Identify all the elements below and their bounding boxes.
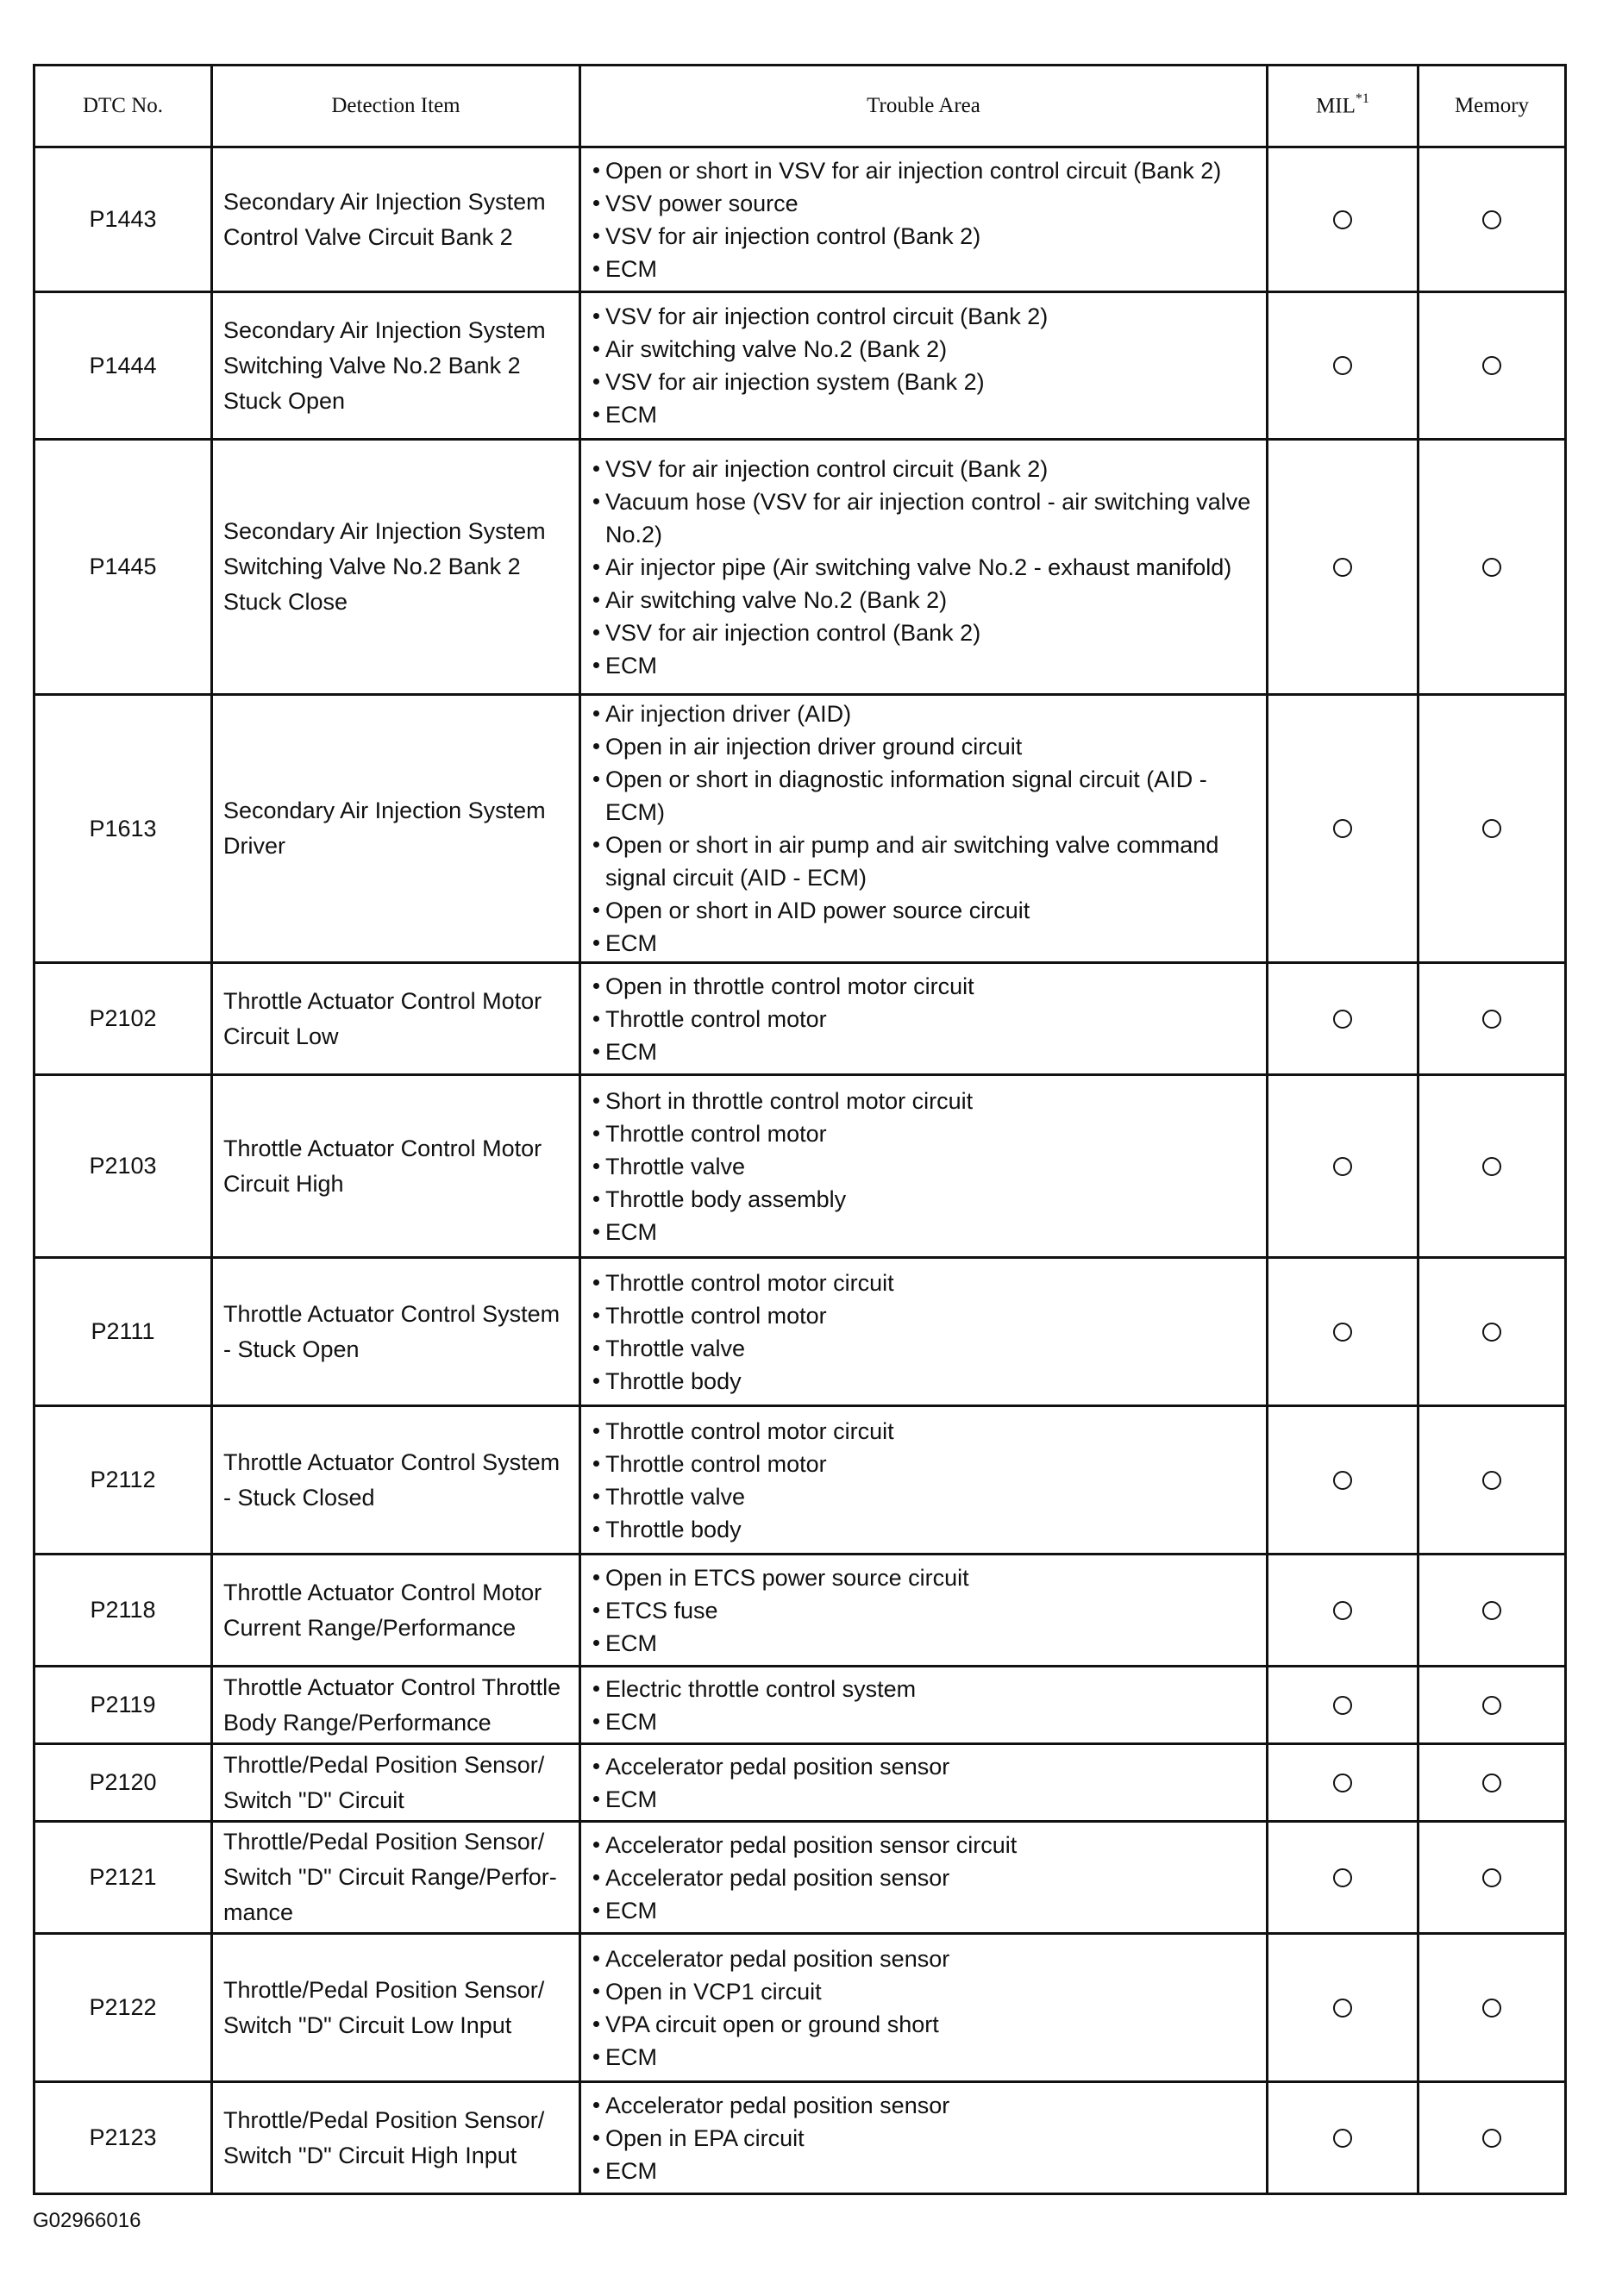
trouble-area-cell: [580, 1258, 1268, 1406]
trouble-area-list: [592, 1943, 1257, 2074]
mil-circle-icon: [1333, 819, 1352, 838]
dtc-code-cell: P2112: [34, 1406, 212, 1555]
trouble-area-cell: [580, 440, 1268, 695]
trouble-area-item: Throttle body assembly: [592, 1183, 1257, 1216]
memory-circle-icon: [1482, 1696, 1501, 1715]
table-row: [34, 963, 1566, 1075]
trouble-area-list: [592, 1561, 1257, 1660]
trouble-area-item: ECM: [592, 398, 1257, 431]
trouble-area-item: Accelerator pedal position sensor circuit: [592, 1829, 1257, 1861]
dtc-code-cell: P2103: [34, 1075, 212, 1258]
dtc-code-cell: P2122: [34, 1934, 212, 2082]
trouble-area-list: [592, 1085, 1257, 1248]
trouble-area-cell: [580, 1934, 1268, 2082]
trouble-area-cell: [580, 1744, 1268, 1822]
memory-cell: [1419, 1075, 1566, 1258]
header-dtc-no: DTC No.: [34, 66, 212, 147]
trouble-area-item: VSV for air injection system (Bank 2): [592, 366, 1257, 398]
trouble-area-item: Throttle valve: [592, 1332, 1257, 1365]
table-body: [34, 147, 1566, 2194]
trouble-area-item: Throttle control motor: [592, 1003, 1257, 1035]
memory-cell: [1419, 147, 1566, 292]
table-row: [34, 292, 1566, 440]
trouble-area-item: Open or short in VSV for air injection control circuit (Bank 2): [592, 154, 1257, 187]
trouble-area-item: Air switching valve No.2 (Bank 2): [592, 584, 1257, 616]
dtc-code-cell: P2102: [34, 963, 212, 1075]
mil-circle-icon: [1333, 1010, 1352, 1029]
detection-item-cell: Throttle Actuator Control Motor Current Range/Performance: [212, 1555, 580, 1667]
detection-item-cell: Throttle/Pedal Position Sensor/ Switch "D" Circuit: [212, 1744, 580, 1822]
mil-footnote-mark: *1: [1355, 91, 1369, 107]
memory-cell: [1419, 1822, 1566, 1934]
trouble-area-item: VSV power source: [592, 187, 1257, 220]
dtc-code-cell: P1445: [34, 440, 212, 695]
trouble-area-list: [592, 1750, 1257, 1816]
table-row: [34, 1822, 1566, 1934]
mil-cell: [1268, 292, 1419, 440]
mil-cell: [1268, 963, 1419, 1075]
header-mil: MIL$^{*1}$: [1268, 66, 1419, 147]
memory-cell: [1419, 1667, 1566, 1744]
trouble-area-item: VSV for air injection control circuit (Bank 2): [592, 300, 1257, 333]
header-row: [34, 66, 1566, 147]
trouble-area-item: Accelerator pedal position sensor: [592, 1943, 1257, 1975]
dtc-code-cell: P2121: [34, 1822, 212, 1934]
mil-cell: [1268, 2082, 1419, 2194]
memory-circle-icon: [1482, 1323, 1501, 1342]
trouble-area-item: Throttle control motor circuit: [592, 1267, 1257, 1299]
trouble-area-item: Accelerator pedal position sensor: [592, 2089, 1257, 2122]
trouble-area-item: Electric throttle control system: [592, 1673, 1257, 1705]
memory-circle-icon: [1482, 1999, 1501, 2018]
memory-cell: [1419, 1934, 1566, 2082]
detection-item-cell: Throttle Actuator Control Motor Circuit High: [212, 1075, 580, 1258]
mil-cell: [1268, 1744, 1419, 1822]
dtc-code-cell: P1444: [34, 292, 212, 440]
trouble-area-item: Open in air injection driver ground circuit: [592, 730, 1257, 763]
trouble-area-list: [592, 1829, 1257, 1927]
mil-cell: [1268, 440, 1419, 695]
trouble-area-item: ETCS fuse: [592, 1594, 1257, 1627]
table-row: [34, 1555, 1566, 1667]
trouble-area-item: Throttle control motor: [592, 1448, 1257, 1480]
mil-cell: [1268, 1555, 1419, 1667]
trouble-area-cell: [580, 1822, 1268, 1934]
trouble-area-cell: [580, 695, 1268, 963]
trouble-area-cell: [580, 1667, 1268, 1744]
trouble-area-item: Open or short in air pump and air switching valve command signal circuit (AID - ECM): [592, 829, 1257, 894]
trouble-area-list: [592, 154, 1257, 285]
trouble-area-item: Open in EPA circuit: [592, 2122, 1257, 2155]
mil-circle-icon: [1333, 558, 1352, 577]
trouble-area-item: VSV for air injection control (Bank 2): [592, 220, 1257, 253]
table-row: [34, 147, 1566, 292]
trouble-area-item: Throttle valve: [592, 1480, 1257, 1513]
trouble-area-cell: [580, 292, 1268, 440]
dtc-code-cell: P2118: [34, 1555, 212, 1667]
mil-circle-icon: [1333, 1696, 1352, 1715]
trouble-area-item: Open or short in diagnostic information signal circuit (AID - ECM): [592, 763, 1257, 829]
trouble-area-item: Throttle control motor: [592, 1117, 1257, 1150]
memory-cell: [1419, 1555, 1566, 1667]
memory-circle-icon: [1482, 1868, 1501, 1887]
detection-item-cell: Secondary Air Injection System Control Valve Circuit Bank 2: [212, 147, 580, 292]
memory-cell: [1419, 1744, 1566, 1822]
trouble-area-cell: [580, 1555, 1268, 1667]
mil-cell: [1268, 1406, 1419, 1555]
mil-circle-icon: [1333, 356, 1352, 375]
trouble-area-list: [592, 1267, 1257, 1398]
table-row: [34, 1258, 1566, 1406]
trouble-area-cell: [580, 147, 1268, 292]
memory-cell: [1419, 963, 1566, 1075]
trouble-area-item: ECM: [592, 1035, 1257, 1068]
trouble-area-list: [592, 970, 1257, 1068]
trouble-area-item: Throttle valve: [592, 1150, 1257, 1183]
trouble-area-item: Open or short in AID power source circuit: [592, 894, 1257, 927]
memory-circle-icon: [1482, 356, 1501, 375]
header-memory: Memory: [1419, 66, 1566, 147]
trouble-area-item: Throttle body: [592, 1513, 1257, 1546]
trouble-area-item: ECM: [592, 1894, 1257, 1927]
dtc-code-cell: P2111: [34, 1258, 212, 1406]
trouble-area-item: Open in VCP1 circuit: [592, 1975, 1257, 2008]
memory-circle-icon: [1482, 210, 1501, 229]
memory-circle-icon: [1482, 1774, 1501, 1792]
trouble-area-item: Air switching valve No.2 (Bank 2): [592, 333, 1257, 366]
dtc-code-cell: P1613: [34, 695, 212, 963]
trouble-area-item: Open in throttle control motor circuit: [592, 970, 1257, 1003]
trouble-area-item: ECM: [592, 1783, 1257, 1816]
dtc-code-cell: P1443: [34, 147, 212, 292]
mil-circle-icon: [1333, 1471, 1352, 1490]
mil-cell: [1268, 1822, 1419, 1934]
detection-item-cell: Throttle Actuator Control System - Stuck Open: [212, 1258, 580, 1406]
trouble-area-item: Open in ETCS power source circuit: [592, 1561, 1257, 1594]
table-row: [34, 440, 1566, 695]
table-row: [34, 1667, 1566, 1744]
trouble-area-item: ECM: [592, 1627, 1257, 1660]
memory-circle-icon: [1482, 819, 1501, 838]
dtc-code-cell: P2120: [34, 1744, 212, 1822]
trouble-area-list: [592, 1415, 1257, 1546]
trouble-area-item: ECM: [592, 253, 1257, 285]
mil-circle-icon: [1333, 1774, 1352, 1792]
trouble-area-item: Accelerator pedal position sensor: [592, 1750, 1257, 1783]
header-trouble-area: Trouble Area: [580, 66, 1268, 147]
detection-item-cell: Secondary Air Injection System Driver: [212, 695, 580, 963]
dtc-code-cell: P2119: [34, 1667, 212, 1744]
trouble-area-list: [592, 300, 1257, 431]
table-row: [34, 1744, 1566, 1822]
mil-cell: [1268, 1934, 1419, 2082]
mil-circle-icon: [1333, 1868, 1352, 1887]
detection-item-cell: Secondary Air Injection System Switching Valve No.2 Bank 2 Stuck Close: [212, 440, 580, 695]
trouble-area-cell: [580, 963, 1268, 1075]
trouble-area-list: [592, 698, 1257, 960]
header-detection-item: Detection Item: [212, 66, 580, 147]
detection-item-cell: Throttle Actuator Control Throttle Body Range/Performance: [212, 1667, 580, 1744]
trouble-area-item: ECM: [592, 649, 1257, 682]
trouble-area-item: Air injector pipe (Air switching valve No.2 - exhaust manifold): [592, 551, 1257, 584]
detection-item-cell: Throttle/Pedal Position Sensor/ Switch "D" Circuit Range/Perfor- mance: [212, 1822, 580, 1934]
trouble-area-item: ECM: [592, 2041, 1257, 2074]
trouble-area-item: Air injection driver (AID): [592, 698, 1257, 730]
memory-circle-icon: [1482, 558, 1501, 577]
memory-circle-icon: [1482, 2129, 1501, 2148]
trouble-area-item: ECM: [592, 1705, 1257, 1738]
table-row: [34, 1934, 1566, 2082]
table-row: [34, 1075, 1566, 1258]
mil-cell: [1268, 695, 1419, 963]
trouble-area-item: Vacuum hose (VSV for air injection control - air switching valve No.2): [592, 485, 1257, 551]
detection-item-cell: Throttle/Pedal Position Sensor/ Switch "D" Circuit High Input: [212, 2082, 580, 2194]
mil-circle-icon: [1333, 1601, 1352, 1620]
trouble-area-cell: [580, 1406, 1268, 1555]
mil-cell: [1268, 1667, 1419, 1744]
memory-cell: [1419, 1406, 1566, 1555]
detection-item-cell: Throttle/Pedal Position Sensor/ Switch "D" Circuit Low Input: [212, 1934, 580, 2082]
trouble-area-list: [592, 1673, 1257, 1738]
detection-item-cell: Throttle Actuator Control Motor Circuit Low: [212, 963, 580, 1075]
trouble-area-item: VSV for air injection control circuit (Bank 2): [592, 453, 1257, 485]
mil-cell: [1268, 147, 1419, 292]
trouble-area-item: ECM: [592, 2155, 1257, 2187]
memory-cell: [1419, 1258, 1566, 1406]
table-row: [34, 695, 1566, 963]
mil-cell: [1268, 1075, 1419, 1258]
trouble-area-item: VSV for air injection control (Bank 2): [592, 616, 1257, 649]
memory-circle-icon: [1482, 1471, 1501, 1490]
trouble-area-list: [592, 2089, 1257, 2187]
memory-circle-icon: [1482, 1010, 1501, 1029]
trouble-area-item: ECM: [592, 1216, 1257, 1248]
trouble-area-cell: [580, 2082, 1268, 2194]
memory-circle-icon: [1482, 1157, 1501, 1176]
memory-circle-icon: [1482, 1601, 1501, 1620]
trouble-area-cell: [580, 1075, 1268, 1258]
table-row: [34, 2082, 1566, 2194]
mil-circle-icon: [1333, 1157, 1352, 1176]
trouble-area-item: Short in throttle control motor circuit: [592, 1085, 1257, 1117]
mil-cell: [1268, 1258, 1419, 1406]
mil-circle-icon: [1333, 1323, 1352, 1342]
trouble-area-item: Accelerator pedal position sensor: [592, 1861, 1257, 1894]
figure-id: G02966016: [33, 2209, 141, 2232]
detection-item-cell: Throttle Actuator Control System - Stuck Closed: [212, 1406, 580, 1555]
trouble-area-item: VPA circuit open or ground short: [592, 2008, 1257, 2041]
mil-circle-icon: [1333, 210, 1352, 229]
dtc-table: [33, 64, 1567, 2195]
trouble-area-item: ECM: [592, 927, 1257, 960]
memory-cell: [1419, 695, 1566, 963]
mil-circle-icon: [1333, 2129, 1352, 2148]
trouble-area-item: Throttle control motor circuit: [592, 1415, 1257, 1448]
mil-circle-icon: [1333, 1999, 1352, 2018]
memory-cell: [1419, 292, 1566, 440]
dtc-code-cell: P2123: [34, 2082, 212, 2194]
trouble-area-item: Throttle body: [592, 1365, 1257, 1398]
trouble-area-item: Throttle control motor: [592, 1299, 1257, 1332]
detection-item-cell: Secondary Air Injection System Switching Valve No.2 Bank 2 Stuck Open: [212, 292, 580, 440]
memory-cell: [1419, 440, 1566, 695]
table-row: [34, 1406, 1566, 1555]
trouble-area-list: [592, 453, 1257, 682]
memory-cell: [1419, 2082, 1566, 2194]
